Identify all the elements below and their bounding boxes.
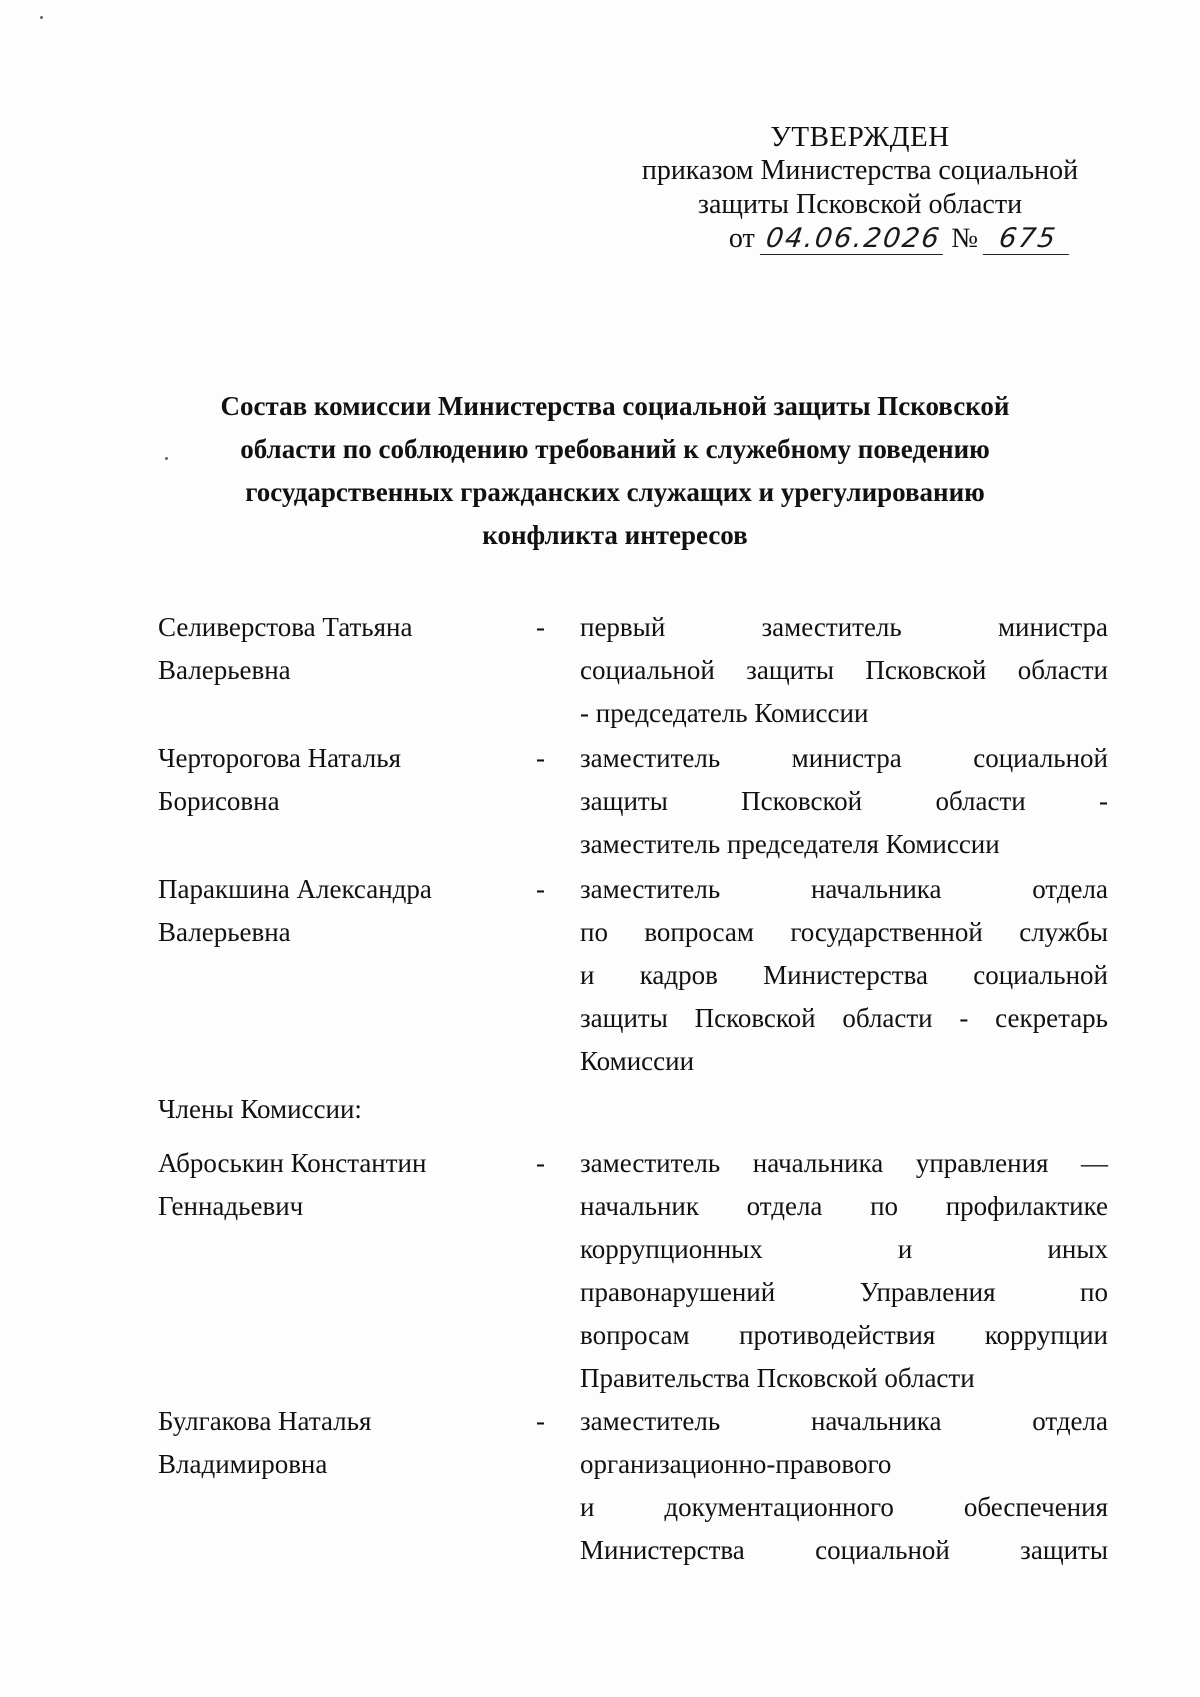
handwritten-date: 04.06.2026: [760, 224, 947, 255]
approval-block: [600, 120, 1120, 256]
role-line: социальной защиты Псковской области: [580, 655, 1108, 685]
role-line: защиты Псковской области - секретарь: [580, 1003, 1108, 1033]
scan-speck: [40, 16, 43, 19]
member-role: [580, 737, 1108, 866]
role-line: заместитель начальника отдела: [580, 1406, 1108, 1436]
title-line: конфликта интересов: [482, 520, 748, 550]
role-line: Комиссии: [580, 1046, 695, 1076]
separator-dash: -: [536, 1406, 545, 1436]
member-patronymic: Валерьевна: [158, 917, 291, 947]
member-surname-firstname: Аброськин Константин: [158, 1148, 427, 1178]
member-surname-firstname: Булгакова Наталья: [158, 1406, 372, 1436]
separator-dash: -: [536, 1148, 545, 1178]
role-line: организационно-правового: [580, 1449, 892, 1479]
role-line: первый заместитель министра: [580, 612, 1108, 642]
title-line: Состав комиссии Министерства социальной защиты Псковской: [220, 391, 1010, 421]
members-section-label: Члены Комиссии:: [158, 1094, 362, 1124]
approval-order-line: приказом Министерства социальной: [641, 155, 1079, 186]
member-role: [580, 868, 1108, 1083]
member-role: [580, 606, 1108, 735]
member-patronymic: Валерьевна: [158, 655, 291, 685]
role-line: заместитель начальника отдела: [580, 874, 1108, 904]
title-line: государственных гражданских служащих и урегулированию: [245, 477, 985, 507]
number-sign: №: [951, 223, 979, 254]
member-patronymic: Владимировна: [158, 1449, 328, 1479]
role-line: заместитель начальника управления —: [580, 1148, 1108, 1178]
date-prefix: от: [728, 223, 755, 254]
role-line: правонарушений Управления по: [580, 1277, 1108, 1307]
member-surname-firstname: Черторогова Наталья: [158, 743, 401, 773]
role-line: по вопросам государственной службы: [580, 917, 1108, 947]
separator-dash: -: [536, 612, 545, 642]
role-line: Правительства Псковской области: [580, 1363, 975, 1393]
member-name: [158, 1400, 488, 1486]
separator-dash: -: [536, 743, 545, 773]
role-line: защиты Псковской области -: [580, 786, 1108, 816]
member-name: [158, 606, 488, 692]
member-name: [158, 1142, 488, 1228]
member-surname-firstname: Селиверстова Татьяна: [158, 612, 413, 642]
member-name: [158, 737, 488, 823]
role-line: Министерства социальной защиты: [580, 1535, 1108, 1565]
member-patronymic: Борисовна: [158, 786, 280, 816]
approval-date-line: [600, 222, 1120, 256]
role-line: и кадров Министерства социальной: [580, 960, 1108, 990]
member-surname-firstname: Паракшина Александра: [158, 874, 432, 904]
approval-heading: УТВЕРЖДЕН: [770, 121, 950, 153]
role-line: начальник отдела по профилактике: [580, 1191, 1108, 1221]
role-line: коррупционных и иных: [580, 1234, 1108, 1264]
member-role: [580, 1400, 1108, 1572]
role-line: заместитель министра социальной: [580, 743, 1108, 773]
separator-dash: -: [536, 874, 545, 904]
member-role: [580, 1142, 1108, 1400]
role-line: и документационного обеспечения: [580, 1492, 1108, 1522]
role-line: - председатель Комиссии: [580, 698, 869, 728]
title-line: области по соблюдению требований к служебному поведению: [240, 434, 990, 464]
handwritten-order-number: 675: [983, 224, 1073, 255]
approval-ministry-line: защиты Псковской области: [697, 189, 1023, 220]
member-name: [158, 868, 488, 954]
member-patronymic: Геннадьевич: [158, 1191, 304, 1221]
role-line: вопросам противодействия коррупции: [580, 1320, 1108, 1350]
role-line: заместитель председателя Комиссии: [580, 829, 1000, 859]
document-title: [150, 385, 1080, 557]
